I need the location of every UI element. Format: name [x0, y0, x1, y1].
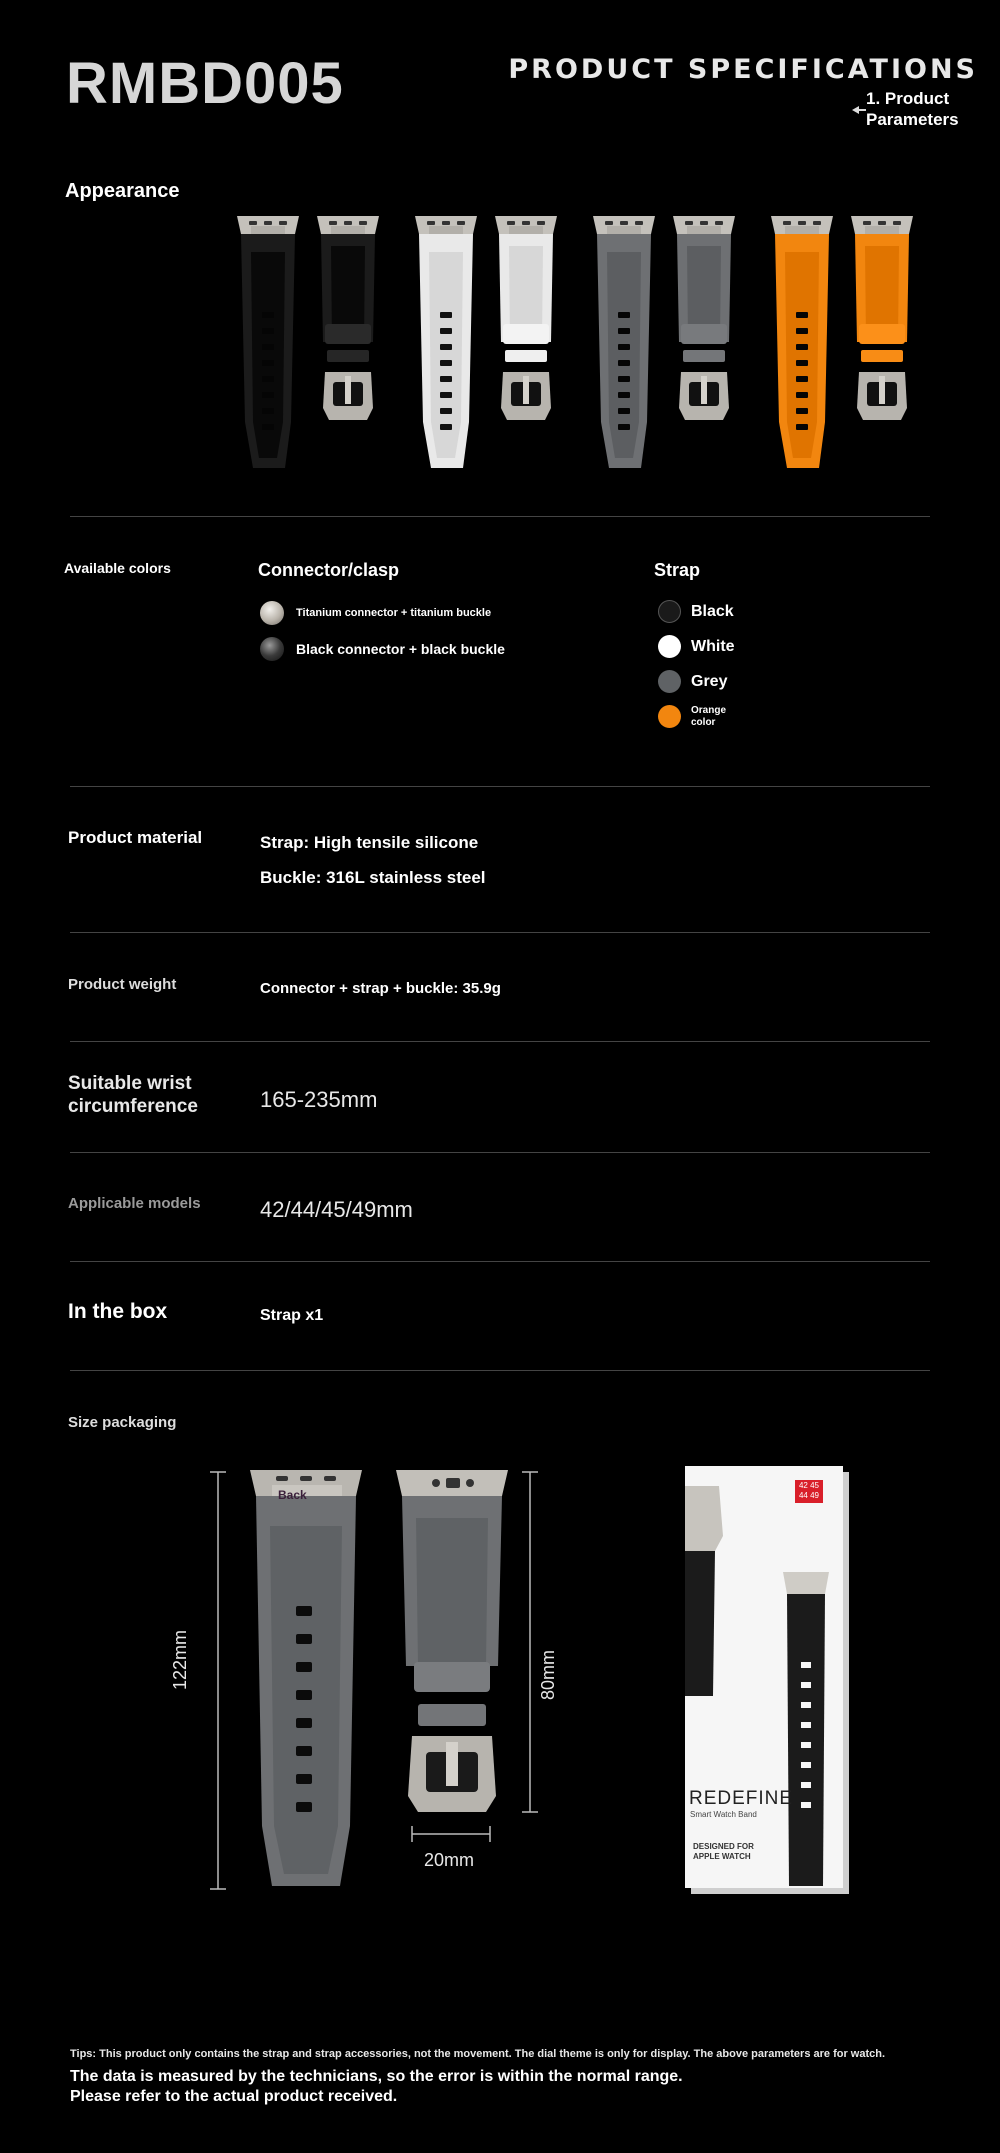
available-colors-label: Available colors	[64, 560, 171, 576]
length-short-label: 80mm	[538, 1649, 558, 1700]
param-note	[866, 88, 959, 130]
divider	[70, 786, 930, 787]
strap-option-label: Orange color	[691, 704, 727, 728]
package-designed-line1: DESIGNED FOR	[693, 1842, 754, 1851]
back-label: Back	[278, 1488, 307, 1502]
appearance-label: Appearance	[65, 180, 180, 202]
size-label: Size packaging	[68, 1414, 177, 1431]
connector-option	[260, 599, 505, 627]
strap-option-label: Black	[691, 602, 734, 620]
strap-back	[495, 216, 557, 420]
connector-options	[260, 599, 505, 663]
footer-tip: Tips: This product only contains the strap and strap accessories, not the movement. The dial theme is only for display. The above parameters are for watch.	[70, 2048, 886, 2060]
orange-strap-swatch	[658, 705, 681, 728]
strap-option	[658, 598, 735, 625]
strap-front	[415, 216, 477, 468]
box-value: Strap x1	[260, 1307, 324, 1324]
package-designed-line2: APPLE WATCH	[693, 1852, 751, 1861]
strap-front	[771, 216, 833, 468]
divider	[70, 516, 930, 517]
package-brand: REDEFINE	[689, 1788, 794, 1809]
strap-title: Strap	[654, 560, 701, 580]
strap-front	[237, 216, 299, 468]
size-tag-line2: 44 49	[798, 1491, 820, 1500]
strap-back	[673, 216, 735, 420]
material-buckle: Buckle: 316L stainless steel	[260, 868, 486, 887]
model-number: RMBD005	[66, 51, 344, 116]
strap-option	[658, 668, 735, 695]
strap-option-label: White	[691, 637, 735, 655]
divider	[70, 1370, 930, 1371]
weight-label: Product weight	[68, 976, 177, 993]
strap-options	[658, 598, 735, 730]
size-tag	[795, 1480, 823, 1503]
connector-option-label: Black connector + black buckle	[296, 641, 505, 657]
material-strap: Strap: High tensile silicone	[260, 833, 479, 852]
width-label: 20mm	[424, 1850, 475, 1870]
box-label: In the box	[68, 1300, 168, 1323]
param-note-line2: Parameters	[866, 110, 959, 129]
size-tag-line1: 42 45	[798, 1481, 820, 1490]
strap-back	[317, 216, 379, 420]
models-label: Applicable models	[68, 1195, 201, 1212]
grey-strap-swatch	[658, 670, 681, 693]
divider	[70, 1041, 930, 1042]
spec-title: PRODUCT SPECIFICATIONS	[508, 54, 978, 85]
material-label: Product material	[68, 828, 203, 847]
strap-back-diagram	[210, 1466, 400, 1896]
weight-value: Connector + strap + buckle: 35.9g	[260, 980, 501, 997]
strap-option	[658, 703, 735, 730]
package-designed	[693, 1842, 754, 1862]
divider	[70, 1261, 930, 1262]
param-note-line1: 1. Product	[866, 89, 950, 108]
footer-note-line2: Please refer to the actual product received.	[70, 2088, 398, 2105]
strap-option-label: Grey	[691, 672, 728, 690]
strap-back	[851, 216, 913, 420]
divider	[70, 932, 930, 933]
length-long-label: 122mm	[170, 1629, 190, 1690]
package-strap-image	[685, 1466, 843, 1888]
connector-option	[260, 635, 505, 663]
footer-note	[70, 2067, 683, 2107]
footer-note-line1: The data is measured by the technicians, so the error is within the normal range.	[70, 2068, 683, 2085]
strap-gallery	[235, 212, 925, 472]
package-box	[685, 1466, 843, 1888]
strap-front-diagram	[390, 1466, 540, 1846]
models-value: 42/44/45/49mm	[260, 1197, 413, 1222]
strap-front	[593, 216, 655, 468]
strap-option	[658, 633, 735, 660]
titanium-swatch	[260, 601, 284, 625]
connector-title: Connector/clasp	[258, 560, 400, 580]
white-strap-swatch	[658, 635, 681, 658]
wrist-label-line2: circumference	[68, 1096, 198, 1117]
wrist-label	[68, 1072, 198, 1118]
wrist-value: 165-235mm	[260, 1087, 378, 1112]
black-strap-swatch	[658, 600, 681, 623]
package-subtitle: Smart Watch Band	[690, 1810, 757, 1819]
wrist-label-line1: Suitable wrist	[68, 1073, 192, 1094]
arrow-left-icon	[852, 106, 866, 114]
connector-option-label: Titanium connector + titanium buckle	[296, 607, 492, 619]
divider	[70, 1152, 930, 1153]
black-swatch	[260, 637, 284, 661]
